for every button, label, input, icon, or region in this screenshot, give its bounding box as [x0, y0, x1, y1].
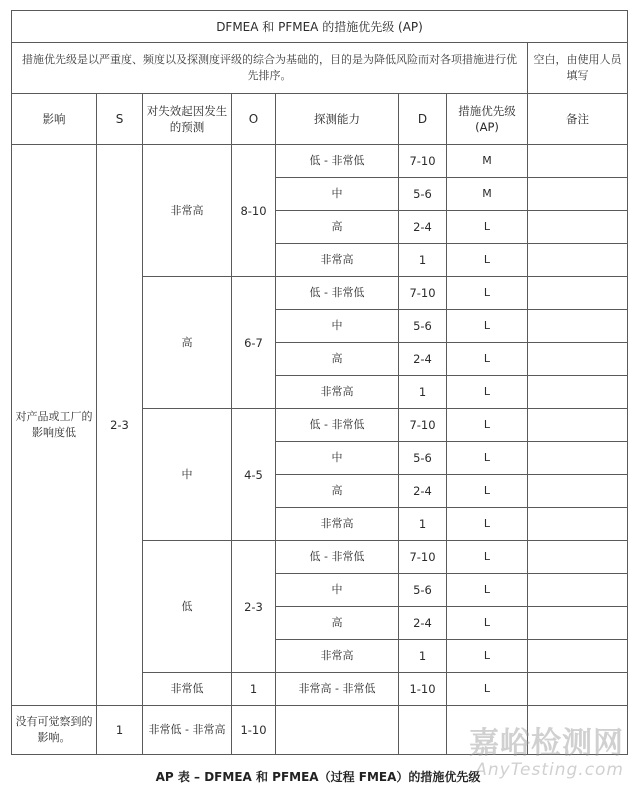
ap-cell: L [447, 310, 528, 343]
s-cell: 1 [97, 706, 143, 755]
header-d: D [399, 94, 447, 145]
ap-cell: L [447, 343, 528, 376]
detection-cell: 低 - 非常低 [276, 409, 399, 442]
header-detection-ability: 探测能力 [276, 94, 399, 145]
d-cell: 2-4 [399, 211, 447, 244]
remark-cell [528, 706, 628, 755]
d-cell: 1 [399, 244, 447, 277]
effect-cell: 对产品或工厂的影响度低 [12, 145, 97, 706]
remark-cell [528, 475, 628, 508]
ap-cell: L [447, 376, 528, 409]
ap-cell [447, 706, 528, 755]
table-description: 措施优先级是以严重度、频度以及探测度评级的综合为基础的，目的是为降低风险而对各项措施进行优先排序。 [12, 43, 528, 94]
d-cell: 2-4 [399, 607, 447, 640]
remark-cell [528, 508, 628, 541]
detection-cell: 非常高 [276, 376, 399, 409]
remark-cell [528, 178, 628, 211]
detection-cell: 非常高 [276, 640, 399, 673]
remarks-note: 空白，由使用人员填写 [528, 43, 628, 94]
header-o: O [232, 94, 276, 145]
d-cell: 1 [399, 376, 447, 409]
table-title: DFMEA 和 PFMEA 的措施优先级 (AP) [12, 11, 628, 43]
d-cell: 5-6 [399, 442, 447, 475]
watermark-cn: 嘉峪检测网 [469, 726, 624, 761]
detection-cell: 中 [276, 178, 399, 211]
table-caption: AP 表 – DFMEA 和 PFMEA（过程 FMEA）的措施优先级 [155, 770, 481, 784]
remark-cell [528, 211, 628, 244]
ap-cell: L [447, 211, 528, 244]
remark-cell [528, 145, 628, 178]
detection-cell: 非常高 - 非常低 [276, 673, 399, 706]
ap-cell: L [447, 673, 528, 706]
o-cell: 2-3 [232, 541, 276, 673]
ap-cell: L [447, 574, 528, 607]
d-cell: 2-4 [399, 343, 447, 376]
d-cell: 2-4 [399, 475, 447, 508]
remark-cell [528, 343, 628, 376]
ap-cell: L [447, 475, 528, 508]
d-cell: 1-10 [399, 673, 447, 706]
o-cell: 4-5 [232, 409, 276, 541]
d-cell: 5-6 [399, 310, 447, 343]
s-cell: 2-3 [97, 145, 143, 706]
o-cell: 6-7 [232, 277, 276, 409]
table-title-row [12, 11, 628, 43]
detection-cell: 高 [276, 475, 399, 508]
d-cell: 7-10 [399, 541, 447, 574]
header-remarks: 备注 [528, 94, 628, 145]
header-s: S [97, 94, 143, 145]
ap-cell: L [447, 277, 528, 310]
remark-cell [528, 541, 628, 574]
description-row [12, 43, 628, 94]
detection-cell: 高 [276, 343, 399, 376]
occurrence-cell: 非常低 [143, 673, 232, 706]
detection-cell: 中 [276, 310, 399, 343]
d-cell: 5-6 [399, 574, 447, 607]
detection-cell: 非常高 [276, 508, 399, 541]
occurrence-cell: 非常高 [143, 145, 232, 277]
watermark-en: AnyTesting.com [475, 760, 624, 780]
header-effect: 影响 [12, 94, 97, 145]
detection-cell: 中 [276, 442, 399, 475]
ap-cell: M [447, 145, 528, 178]
o-cell: 8-10 [232, 145, 276, 277]
remark-cell [528, 409, 628, 442]
ap-cell: L [447, 541, 528, 574]
effect-cell: 没有可觉察到的影响。 [12, 706, 97, 755]
remark-cell [528, 442, 628, 475]
header-ap: 措施优先级 (AP) [447, 94, 528, 145]
ap-cell: L [447, 244, 528, 277]
d-cell [399, 706, 447, 755]
table-row [12, 706, 628, 755]
detection-cell [276, 706, 399, 755]
ap-cell: M [447, 178, 528, 211]
occurrence-cell: 非常低 - 非常高 [143, 706, 232, 755]
header-occurrence-prediction: 对失效起因发生的预测 [143, 94, 232, 145]
occurrence-cell: 低 [143, 541, 232, 673]
ap-cell: L [447, 607, 528, 640]
d-cell: 5-6 [399, 178, 447, 211]
d-cell: 1 [399, 508, 447, 541]
remark-cell [528, 574, 628, 607]
detection-cell: 低 - 非常低 [276, 277, 399, 310]
ap-table [11, 10, 628, 755]
ap-cell: L [447, 442, 528, 475]
detection-cell: 低 - 非常低 [276, 541, 399, 574]
remark-cell [528, 607, 628, 640]
remark-cell [528, 640, 628, 673]
header-row [12, 94, 628, 145]
ap-cell: L [447, 508, 528, 541]
d-cell: 7-10 [399, 277, 447, 310]
remark-cell [528, 244, 628, 277]
detection-cell: 低 - 非常低 [276, 145, 399, 178]
remark-cell [528, 310, 628, 343]
d-cell: 7-10 [399, 409, 447, 442]
detection-cell: 高 [276, 211, 399, 244]
remark-cell [528, 277, 628, 310]
occurrence-cell: 高 [143, 277, 232, 409]
table-row [12, 145, 628, 178]
detection-cell: 中 [276, 574, 399, 607]
o-cell: 1-10 [232, 706, 276, 755]
detection-cell: 非常高 [276, 244, 399, 277]
d-cell: 1 [399, 640, 447, 673]
ap-cell: L [447, 640, 528, 673]
remark-cell [528, 673, 628, 706]
o-cell: 1 [232, 673, 276, 706]
detection-cell: 高 [276, 607, 399, 640]
d-cell: 7-10 [399, 145, 447, 178]
remark-cell [528, 376, 628, 409]
occurrence-cell: 中 [143, 409, 232, 541]
ap-cell: L [447, 409, 528, 442]
